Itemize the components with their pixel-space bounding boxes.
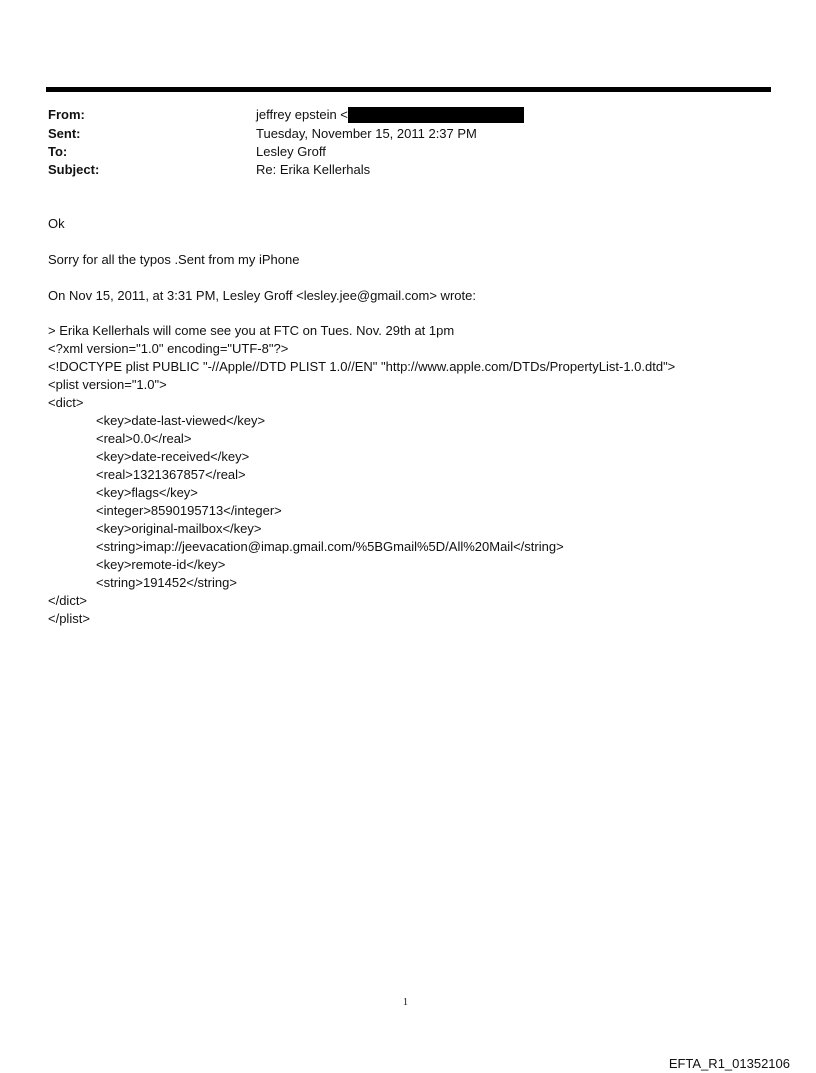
quote-attribution: On Nov 15, 2011, at 3:31 PM, Lesley Groff <lesley.jee@gmail.com> wrote:	[48, 288, 476, 303]
plist-close-tag: </plist>	[48, 611, 90, 626]
plist-entry: <integer>8590195713</integer>	[96, 503, 282, 518]
bates-number: EFTA_R1_01352106	[668, 1056, 790, 1071]
redaction-bar	[348, 107, 524, 123]
subject-value: Re: Erika Kellerhals	[256, 162, 371, 177]
plist-entry: <key>remote-id</key>	[96, 557, 226, 572]
plist-entry: <string>imap://jeevacation@imap.gmail.com/%5BGmail%5D/All%20Mail</string>	[96, 539, 564, 554]
plist-entry: <key>original-mailbox</key>	[96, 521, 262, 536]
sent-value: Tuesday, November 15, 2011 2:37 PM	[256, 126, 477, 141]
sent-label: Sent:	[48, 126, 81, 141]
plist-entry: <real>0.0</real>	[96, 431, 192, 446]
plist-open-tag: <plist version="1.0">	[48, 377, 167, 392]
plist-entry: <key>date-received</key>	[96, 449, 250, 464]
body-line-ok: Ok	[48, 216, 65, 231]
page-number: 1	[403, 997, 408, 1008]
body-line-signature: Sorry for all the typos .Sent from my iPhone	[48, 252, 300, 267]
from-label: From:	[48, 107, 85, 122]
plist-entry: <real>1321367857</real>	[96, 467, 246, 482]
xml-declaration: <?xml version="1.0" encoding="UTF-8"?>	[48, 341, 289, 356]
quoted-message: > Erika Kellerhals will come see you at FTC on Tues. Nov. 29th at 1pm	[48, 323, 455, 338]
from-name: jeffrey epstein <	[256, 107, 348, 122]
plist-entry: <string>191452</string>	[96, 575, 237, 590]
header-rule	[46, 87, 771, 92]
from-value	[256, 106, 524, 124]
subject-row	[48, 161, 748, 179]
doctype-line: <!DOCTYPE plist PUBLIC "-//Apple//DTD PLIST 1.0//EN" "http://www.apple.com/DTDs/PropertyList-1.0.dtd">	[48, 359, 676, 374]
dict-open-tag: <dict>	[48, 395, 84, 410]
to-row	[48, 143, 748, 161]
to-label: To:	[48, 144, 68, 159]
plist-entry: <key>date-last-viewed</key>	[96, 413, 266, 428]
subject-label: Subject:	[48, 162, 100, 177]
from-row	[48, 106, 748, 124]
sent-row	[48, 125, 748, 143]
dict-close-tag: </dict>	[48, 593, 88, 608]
to-value: Lesley Groff	[256, 144, 326, 159]
plist-entry: <key>flags</key>	[96, 485, 198, 500]
